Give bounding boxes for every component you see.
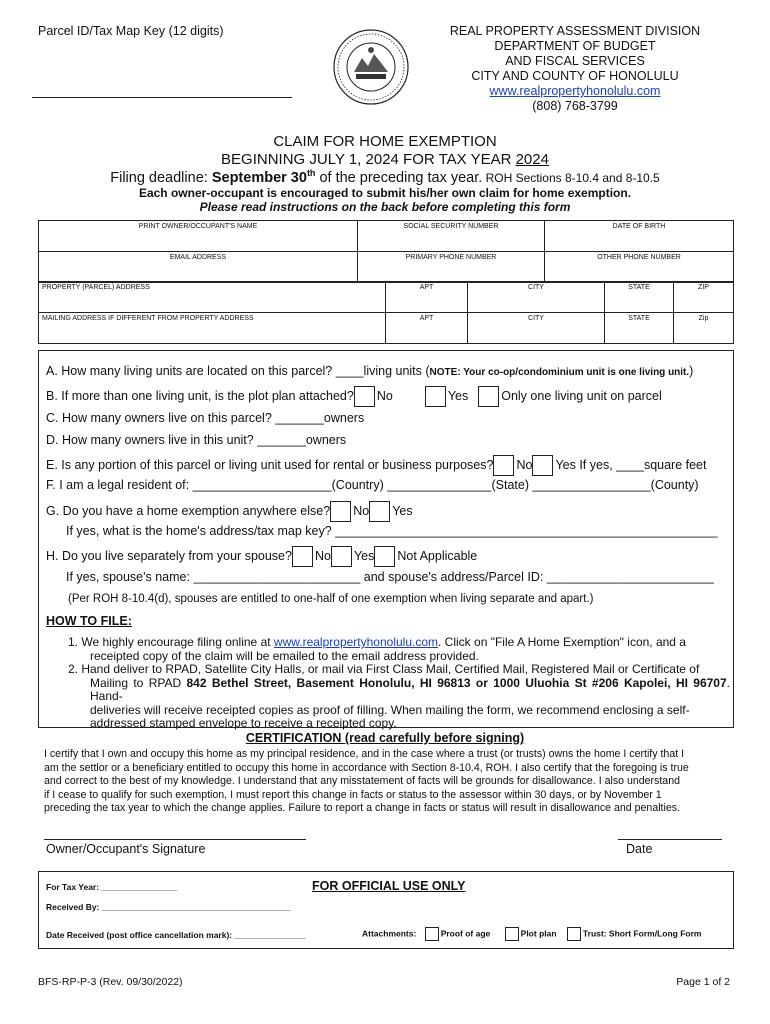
proof-of-age-label: Proof of age	[440, 928, 491, 939]
question-a-note: NOTE: Your co-op/condominium unit is one living unit.	[429, 367, 690, 378]
question-a-close: )	[689, 364, 694, 378]
property-zip-cell[interactable]: ZIP	[674, 282, 734, 313]
filing-deadline	[0, 168, 770, 186]
certification-line: and correct to the best of my knowledge. I understand that any misstatement of facts will be grounds for disallowance. I also understand	[44, 775, 680, 787]
ssn-cell[interactable]: SOCIAL SECURITY NUMBER	[358, 221, 545, 252]
attachments-row	[362, 927, 701, 941]
official-use-heading: FOR OFFICIAL USE ONLY	[312, 879, 466, 893]
question-b-text: B. If more than one living unit, is the plot plan attached?	[46, 388, 354, 403]
plot-yes-checkbox[interactable]	[425, 386, 446, 407]
address-grid	[38, 281, 734, 344]
mailing-apt-cell[interactable]: APT	[386, 313, 468, 344]
signature-label: Owner/Occupant's Signature	[46, 842, 206, 856]
date-received-field[interactable]: Date Received (post office cancellation mark): _______________	[46, 930, 306, 940]
mailing-zip-cell[interactable]: Zip	[674, 313, 734, 344]
how-to-item-2-line4: addressed stamped envelope to receive a receipted copy.	[90, 716, 397, 730]
spouse-na-checkbox[interactable]	[374, 546, 395, 567]
owner-info-grid	[38, 220, 734, 283]
certification-line: preceding the tax year to which the change applies. Failure to report a change in facts or status will result in disallowance and penalties.	[44, 802, 680, 814]
spouse-na-label: Not Applicable	[397, 548, 478, 563]
how-to-item-2-line3: deliveries will receive receipted copies as proof of filling. When mailing the form, we recommend enclosing a self-	[90, 702, 690, 717]
date-label: Date	[626, 842, 653, 856]
primary-phone-cell[interactable]: PRIMARY PHONE NUMBER	[358, 252, 545, 283]
tax-year: 2024	[515, 151, 549, 168]
plot-no-label: No	[376, 388, 393, 403]
deadline-roh: ROH Sections 8-10.4 and 8-10.5	[482, 170, 660, 185]
how-to-item-2-line2	[68, 677, 730, 704]
how-to-item-2-line1: 2. Hand deliver to RPAD, Satellite City Halls, or mail via First Class Mail, Certified Mail, Registered Mail or Certificate of	[68, 662, 700, 676]
certification-heading: CERTIFICATION (read carefully before signing)	[245, 731, 525, 745]
other-exemption-no-checkbox[interactable]	[330, 501, 351, 522]
how-to-file-heading: HOW TO FILE:	[46, 614, 132, 628]
trust-checkbox[interactable]	[567, 927, 581, 941]
attachments-label: Attachments:	[362, 928, 417, 939]
trust-label: Trust: Short Form/Long Form	[582, 928, 702, 939]
question-c: C. How many owners live on this parcel? _______owners	[46, 411, 365, 425]
deadline-rest: of the preceding tax year.	[315, 169, 483, 186]
email-cell[interactable]: EMAIL ADDRESS	[39, 252, 358, 283]
agency-line: REAL PROPERTY ASSESSMENT DIVISION	[449, 24, 701, 38]
question-a	[46, 364, 693, 378]
deadline-sup: th	[306, 168, 316, 178]
mailing-rest: . Hand-	[90, 675, 730, 703]
website-link[interactable]: www.realpropertyhonolulu.com	[489, 84, 661, 98]
mailing-address-cell[interactable]: MAILING ADDRESS IF DIFFERENT FROM PROPERTY ADDRESS	[39, 313, 386, 344]
agency-line: AND FISCAL SERVICES	[505, 54, 645, 68]
how-to-item-1-text: 1. We highly encourage filing online at	[68, 635, 274, 649]
mailing-city-cell[interactable]: CITY	[468, 313, 605, 344]
one-unit-checkbox[interactable]	[478, 386, 499, 407]
property-apt-cell[interactable]: APT	[386, 282, 468, 313]
one-unit-label: Only one living unit on parcel	[501, 388, 662, 403]
certification-line: I certify that I own and occupy this home as my principal residence, and in the case where a trust (or trusts) owns the home I certify that I	[44, 748, 685, 760]
spouse-no-checkbox[interactable]	[292, 546, 313, 567]
question-g-ifyes: If yes, what is the home's address/tax map key? _______________________________________________________	[66, 524, 718, 538]
rental-yes-checkbox[interactable]	[532, 455, 553, 476]
question-a-text: A. How many living units are located on this parcel? ____living units (	[46, 364, 430, 378]
parcel-id-label: Parcel ID/Tax Map Key (12 digits)	[38, 24, 224, 38]
instructions-text: Please read instructions on the back before completing this form	[199, 200, 571, 214]
rental-no-checkbox[interactable]	[493, 455, 514, 476]
rental-yes-label: Yes If yes, ____square feet	[555, 457, 707, 472]
mailing-addresses: 842 Bethel Street, Basement Honolulu, HI 96813 or 1000 Uluohia St #206 Kapolei, HI 96707	[186, 675, 727, 690]
question-f: F. I am a legal resident of: ____________________(Country) _______________(State) _________________(County)	[46, 478, 699, 492]
dob-cell[interactable]: DATE OF BIRTH	[545, 221, 734, 252]
property-address-cell[interactable]: PROPERTY (PARCEL) ADDRESS	[39, 282, 386, 313]
agency-line: DEPARTMENT OF BUDGET	[494, 39, 656, 53]
deadline-label: Filing deadline:	[110, 169, 212, 186]
roh-note: (Per ROH 8-10.4(d), spouses are entitled to one-half of one exemption when living separate and apart.)	[68, 593, 594, 605]
city-seal-icon	[332, 28, 410, 106]
date-line[interactable]	[618, 839, 722, 840]
spouse-no-label: No	[314, 548, 331, 563]
question-g	[46, 501, 413, 522]
how-to-item-1-line2: receipted copy of the claim will be emailed to the email address provided.	[90, 648, 479, 663]
spouse-yes-label: Yes	[353, 548, 375, 563]
phone-number: (808) 768-3799	[532, 99, 618, 113]
question-h	[46, 546, 477, 567]
how-to-file-list	[68, 636, 730, 731]
signature-line[interactable]	[44, 839, 306, 840]
property-city-cell[interactable]: CITY	[468, 282, 605, 313]
certification-line: if I cease to qualify for such exemption, I must report this change in facts or status to the assessor within 30 days, or by November 1	[44, 788, 662, 801]
other-phone-cell[interactable]: OTHER PHONE NUMBER	[545, 252, 734, 283]
certification-text	[44, 748, 734, 816]
how-to-item-1-rest: . Click on "File A Home Exemption" icon, and a	[438, 635, 686, 649]
question-b	[46, 386, 662, 407]
certification-line: am the settlor or a beneficiary entitled to occupy this home in accordance with Section 8-10.4, ROH. I also certify that the foregoing is true	[44, 761, 689, 774]
plot-yes-label: Yes	[447, 388, 469, 403]
received-by-field[interactable]: Received By: ________________________________________	[46, 902, 291, 912]
plot-no-checkbox[interactable]	[354, 386, 375, 407]
spouse-yes-checkbox[interactable]	[331, 546, 352, 567]
online-filing-link[interactable]: www.realpropertyhonolulu.com	[273, 635, 439, 649]
owner-name-cell[interactable]: PRINT OWNER/OCCUPANT'S NAME	[39, 221, 358, 252]
proof-of-age-checkbox[interactable]	[425, 927, 439, 941]
agency-line: CITY AND COUNTY OF HONOLULU	[471, 69, 679, 83]
other-exemption-yes-label: Yes	[392, 503, 413, 518]
question-h-ifyes: If yes, spouse's name: ________________________ and spouse's address/Parcel ID: ________________________	[66, 570, 714, 584]
encourage-text: Each owner-occupant is encouraged to submit his/her own claim for home exemption.	[138, 186, 632, 200]
question-e	[46, 455, 707, 476]
parcel-id-field[interactable]	[32, 97, 292, 98]
plot-plan-checkbox[interactable]	[505, 927, 519, 941]
question-h-text: H. Do you live separately from your spouse?	[46, 548, 292, 563]
rental-no-label: No	[516, 457, 533, 472]
form-id: BFS-RP-P-3 (Rev. 09/30/2022)	[38, 976, 183, 988]
other-exemption-no-label: No	[353, 503, 370, 518]
subtitle-text: BEGINNING JULY 1, 2024 FOR TAX YEAR	[221, 151, 516, 168]
question-e-text: E. Is any portion of this parcel or living unit used for rental or business purposes?	[46, 457, 494, 472]
question-g-text: G. Do you have a home exemption anywhere else?	[46, 503, 331, 518]
for-tax-year-field[interactable]: For Tax Year: ________________	[46, 882, 178, 892]
plot-plan-label: Plot plan	[520, 928, 557, 939]
other-exemption-yes-checkbox[interactable]	[369, 501, 390, 522]
mailing-text: Mailing to RPAD	[90, 675, 187, 690]
form-subtitle	[0, 151, 770, 168]
property-state-cell[interactable]: STATE	[605, 282, 674, 313]
question-d: D. How many owners live in this unit? _______owners	[46, 433, 347, 447]
form-title: CLAIM FOR HOME EXEMPTION	[273, 133, 497, 150]
page-number: Page 1 of 2	[676, 976, 730, 988]
how-to-item-1	[68, 636, 730, 650]
mailing-state-cell[interactable]: STATE	[605, 313, 674, 344]
agency-block	[420, 24, 730, 114]
deadline-date: September 30	[211, 169, 307, 186]
